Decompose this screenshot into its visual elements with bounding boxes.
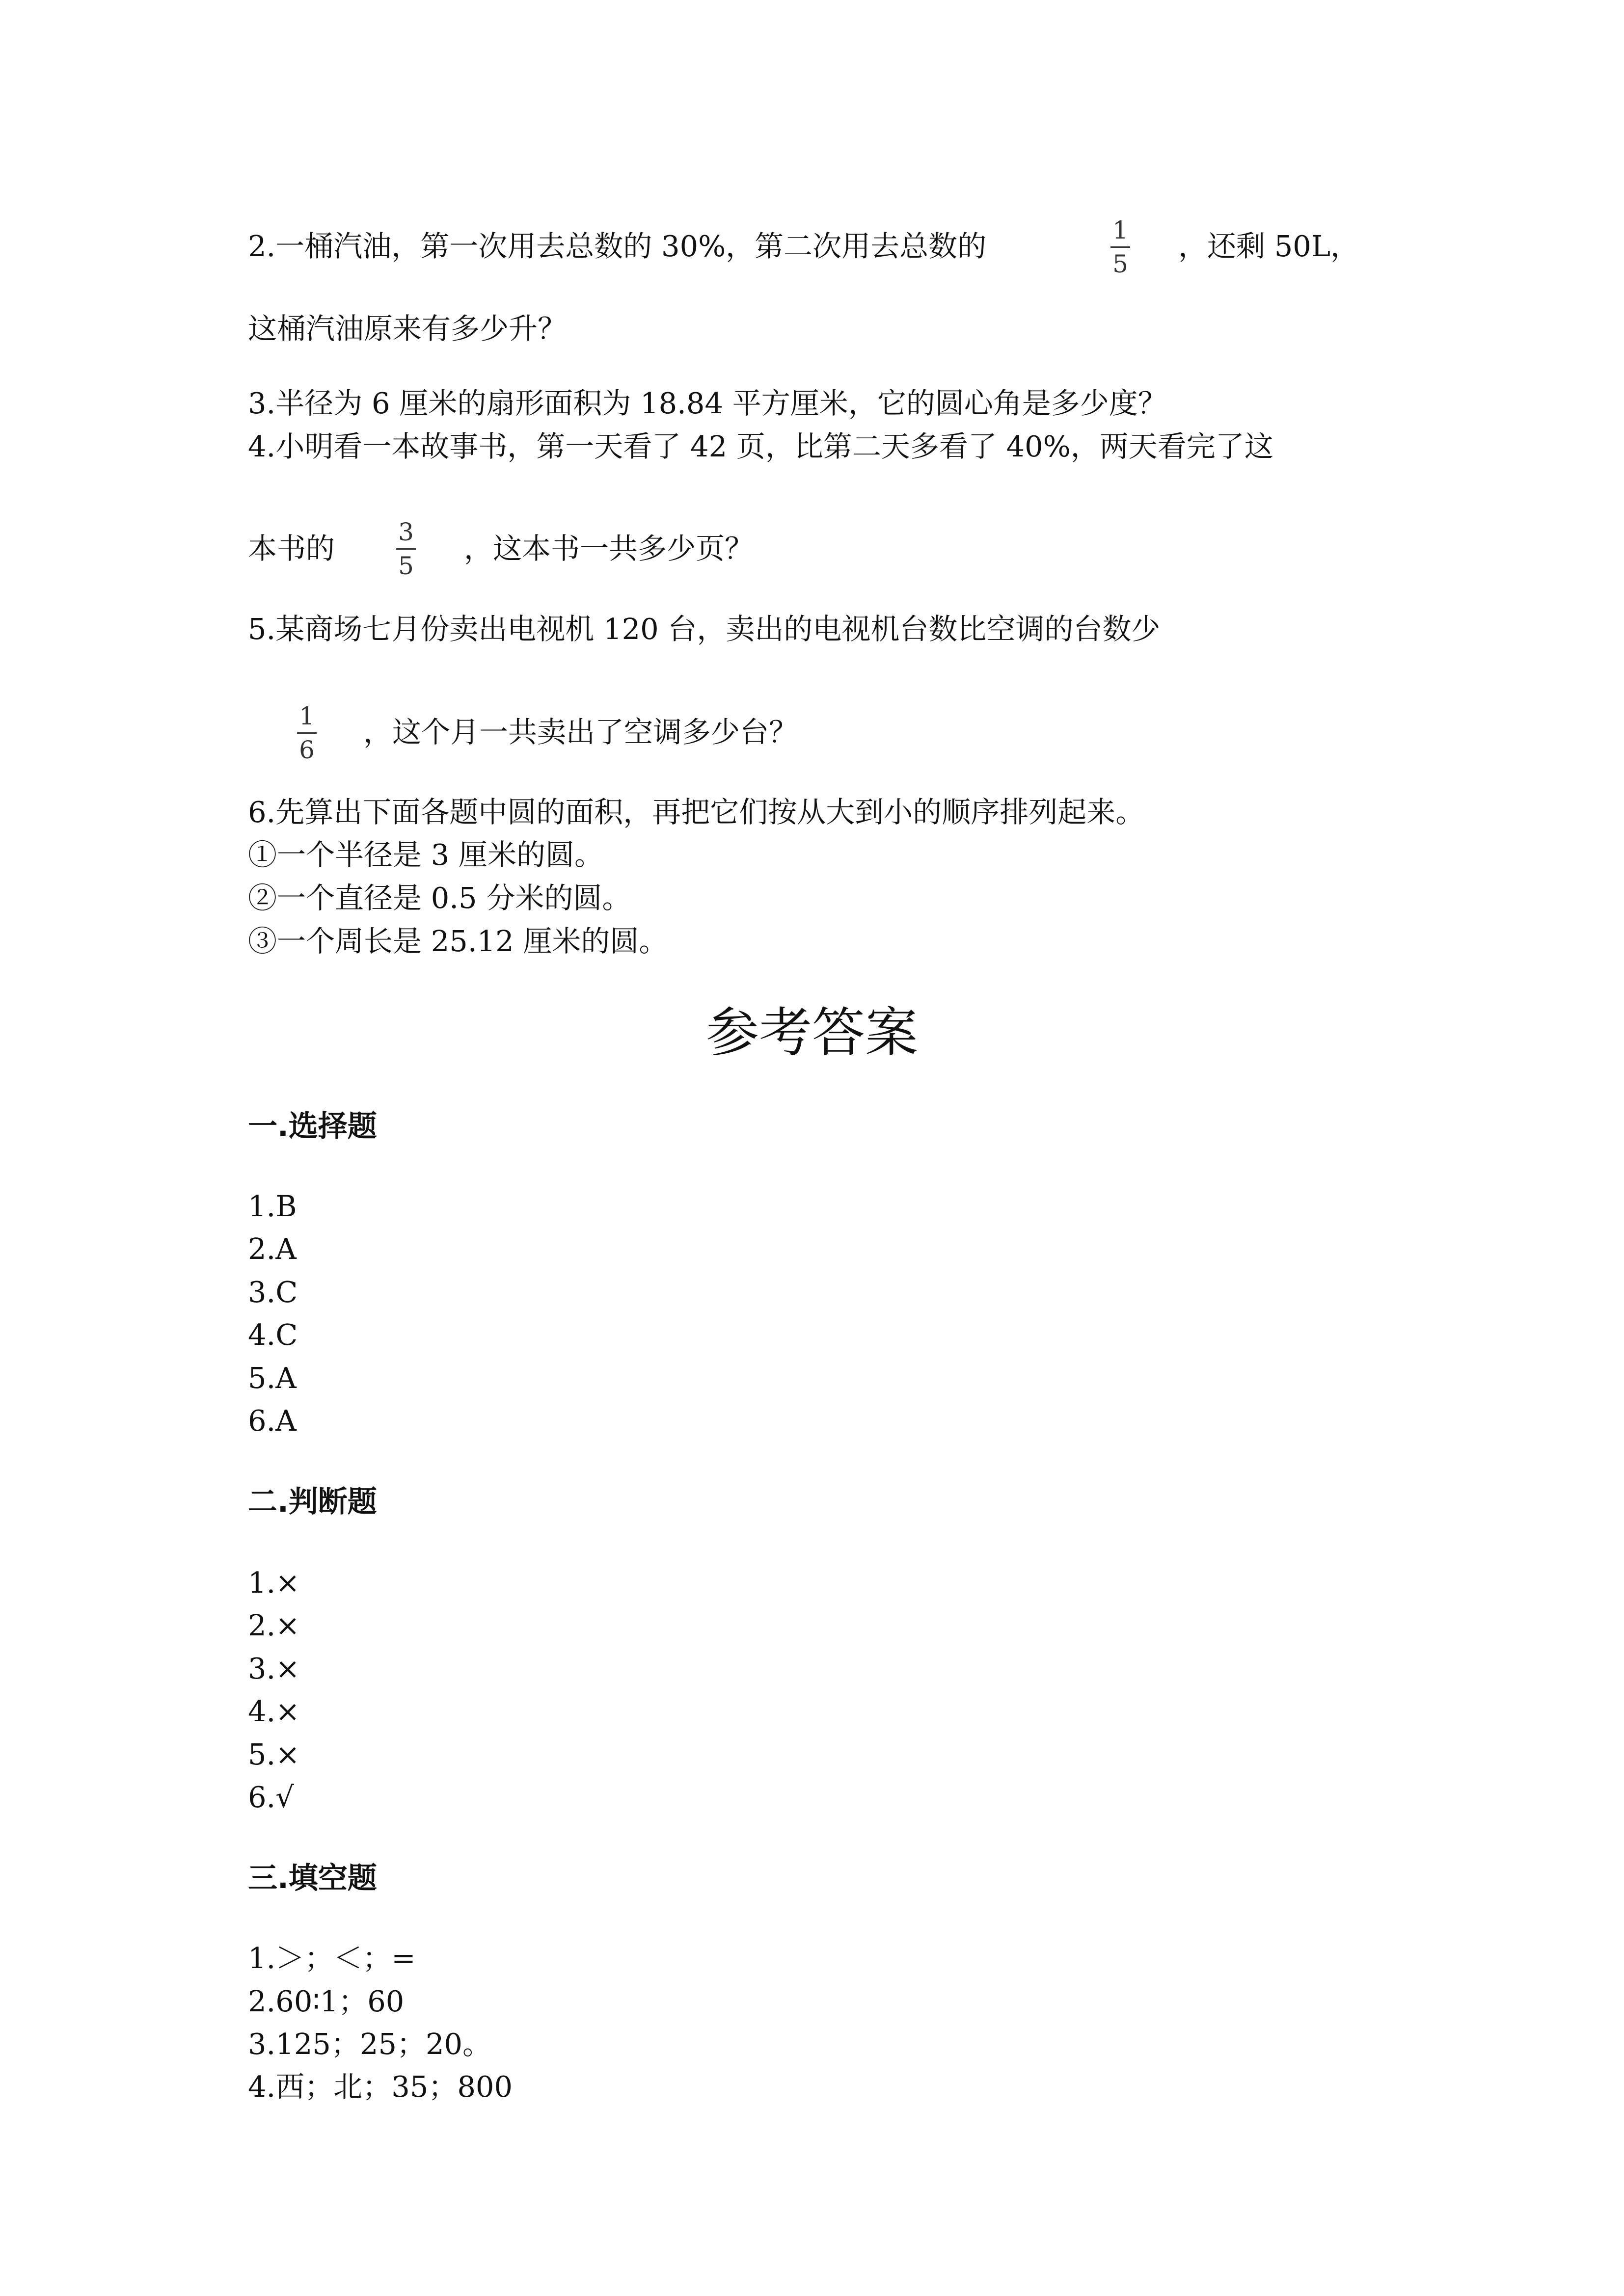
fraction-numerator: 1 — [299, 702, 315, 730]
fraction-bar — [297, 732, 317, 734]
answer-item: 4.C — [248, 1318, 298, 1352]
answer-item: 2.A — [248, 1232, 297, 1266]
answer-item: 4.× — [248, 1694, 300, 1728]
answer-item: 1.＞；＜；= — [248, 1941, 416, 1975]
section-heading-judge: 二.判断题 — [248, 1485, 377, 1519]
answer-item: 3.C — [248, 1275, 298, 1309]
q5-text-b: ，这个月一共卖出了空调多少台？ — [363, 715, 798, 749]
q4-text-a: 本书的 — [248, 532, 335, 565]
q6-item-2: ②一个直径是 0.5 分米的圆。 — [248, 881, 631, 915]
fraction-numerator: 1 — [1112, 216, 1128, 244]
q4-fraction — [396, 518, 416, 580]
answer-item: 6.A — [248, 1404, 297, 1438]
answer-item: 5.× — [248, 1737, 300, 1771]
fraction-bar — [1110, 246, 1130, 248]
fraction-denominator: 5 — [1112, 250, 1128, 278]
q3-line: 3.半径为 6 厘米的扇形面积为 18.84 平方厘米，它的圆心角是多少度？ — [248, 386, 1167, 420]
answer-item: 3.125；25；20。 — [248, 2027, 492, 2061]
answer-item: 5.A — [248, 1361, 297, 1395]
q6-item-3: ③一个周长是 25.12 厘米的圆。 — [248, 924, 668, 958]
q6-item-1: ①一个半径是 3 厘米的圆。 — [248, 838, 604, 872]
fraction-denominator: 5 — [398, 552, 414, 580]
answer-item: 1.× — [248, 1566, 300, 1600]
q4-line1: 4.小明看一本故事书，第一天看了 42 页，比第二天多看了 40%，两天看完了这 — [248, 429, 1273, 463]
q2-text-a: 2.一桶汽油，第一次用去总数的 30%，第二次用去总数的 — [248, 229, 987, 263]
fraction-bar — [396, 548, 416, 550]
answer-item: 6.√ — [248, 1780, 294, 1814]
answer-item: 1.B — [248, 1189, 297, 1223]
q5-line1: 5.某商场七月份卖出电视机 120 台，卖出的电视机台数比空调的台数少 — [248, 612, 1161, 646]
q6-line: 6.先算出下面各题中圆的面积，再把它们按从大到小的顺序排列起来。 — [248, 795, 1145, 829]
answer-item: 4.西；北；35；800 — [248, 2070, 513, 2104]
answer-item: 2.× — [248, 1608, 300, 1642]
section-heading-fill: 三.填空题 — [248, 1861, 377, 1896]
fraction-denominator: 6 — [299, 736, 315, 764]
q4-text-b: ，这本书一共多少页？ — [464, 532, 754, 565]
fraction-numerator: 3 — [398, 518, 414, 546]
q2-line2: 这桶汽油原来有多少升？ — [248, 312, 567, 346]
section-heading-choice: 一.选择题 — [248, 1109, 377, 1144]
answers-title: 参考答案 — [705, 1002, 918, 1064]
q2-line1 — [248, 227, 986, 266]
answer-item: 3.× — [248, 1652, 300, 1685]
q2-fraction — [1110, 216, 1130, 278]
answer-item: 2.60∶1；60 — [248, 1984, 405, 2018]
q2-text-b: ，还剩 50L， — [1178, 229, 1360, 263]
q5-fraction — [297, 702, 317, 764]
